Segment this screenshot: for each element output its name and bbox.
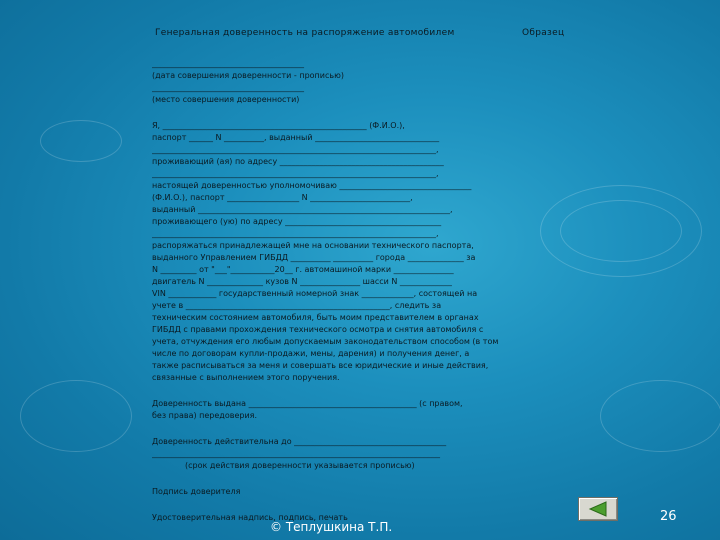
principal-address-line: проживающий (ая) по адресу _________________________________________ — [152, 157, 444, 166]
document-header — [155, 28, 575, 38]
date-caption: (дата совершения доверенности - прописью) — [152, 71, 344, 80]
principal-line: Я, ___________________________________________________ (Ф.И.О.), — [152, 121, 405, 130]
back-arrow-icon — [586, 501, 610, 517]
document-title: Генеральная доверенность на распоряжение автомобилем — [155, 28, 455, 38]
place-caption: (место совершения доверенности) — [152, 95, 300, 104]
signature-line: Подпись доверителя — [152, 487, 241, 496]
background-ripple — [540, 185, 702, 277]
place-line: ______________________________________ — [152, 83, 304, 92]
issued-line: Доверенность выдана __________________________________________ (с правом, — [152, 399, 463, 408]
valid-caption: (срок действия доверенности указывается прописью) — [185, 461, 415, 470]
authority-paragraph-line: выданного Управлением ГИБДД __________ __________ города ______________ за — [152, 253, 476, 262]
blank-line: _______________________________________________________________________, — [152, 169, 439, 178]
valid-line: Доверенность действительна до ______________________________________ — [152, 437, 447, 446]
authority-paragraph-line: числе по договорам купли-продажи, мены, дарения) и получения денег, а — [152, 349, 470, 358]
authority-paragraph-line: учете в ___________________________________________________, следить за — [152, 301, 442, 310]
page-number: 26 — [660, 509, 677, 524]
sample-label: Образец — [522, 28, 565, 38]
agent-passport-line: (Ф.И.О.), паспорт __________________ N _________________________, — [152, 193, 413, 202]
agent-line: настоящей доверенностью уполномочиваю _________________________________ — [152, 181, 472, 190]
agent-address-line: проживающего (ую) по адресу _______________________________________ — [152, 217, 442, 226]
background-ripple — [560, 200, 682, 262]
authority-paragraph-line: также расписываться за меня и совершать все юридические и иные действия, — [152, 361, 489, 370]
blank-line: _______________________________________________________________________, — [152, 229, 439, 238]
authority-paragraph-line: двигатель N ______________ кузов N _______________ шасси N _____________ — [152, 277, 452, 286]
back-button[interactable] — [578, 497, 618, 521]
authority-paragraph-line: распоряжаться принадлежащей мне на основании технического паспорта, — [152, 241, 474, 250]
certification-line: Удостоверительная надпись, подпись, печать — [152, 513, 348, 522]
issued-line: без права) передоверия. — [152, 411, 257, 420]
authority-paragraph-line: связанные с выполнением этого поручения. — [152, 373, 340, 382]
authority-paragraph-line: VIN ____________ государственный номерной знак _____________, состоящей на — [152, 289, 478, 298]
document-body — [152, 58, 557, 524]
blank-line: _______________________________________________________________________, — [152, 145, 439, 154]
background-ripple — [600, 380, 720, 452]
background-ripple — [40, 120, 122, 162]
valid-line: ________________________________________________________________________ — [152, 449, 440, 458]
authority-paragraph-line: N _________ от "___"___________20__ г. автомашиной марки _______________ — [152, 265, 454, 274]
background-ripple — [20, 380, 132, 452]
principal-passport-line: паспорт ______ N __________, выданный _______________________________ — [152, 133, 440, 142]
agent-issued-line: выданный _______________________________________________________________, — [152, 205, 453, 214]
authority-paragraph-line: учета, отчуждения его любым допускаемым законодательством способом (в том — [152, 337, 499, 346]
copyright-footer: © Теплушкина Т.П. — [270, 520, 393, 534]
date-line: ______________________________________ — [152, 59, 304, 68]
authority-paragraph-line: техническим состоянием автомобиля, быть моим представителем в органах — [152, 313, 479, 322]
authority-paragraph-line: ГИБДД с правами прохождения технического осмотра и снятия автомобиля с — [152, 325, 484, 334]
